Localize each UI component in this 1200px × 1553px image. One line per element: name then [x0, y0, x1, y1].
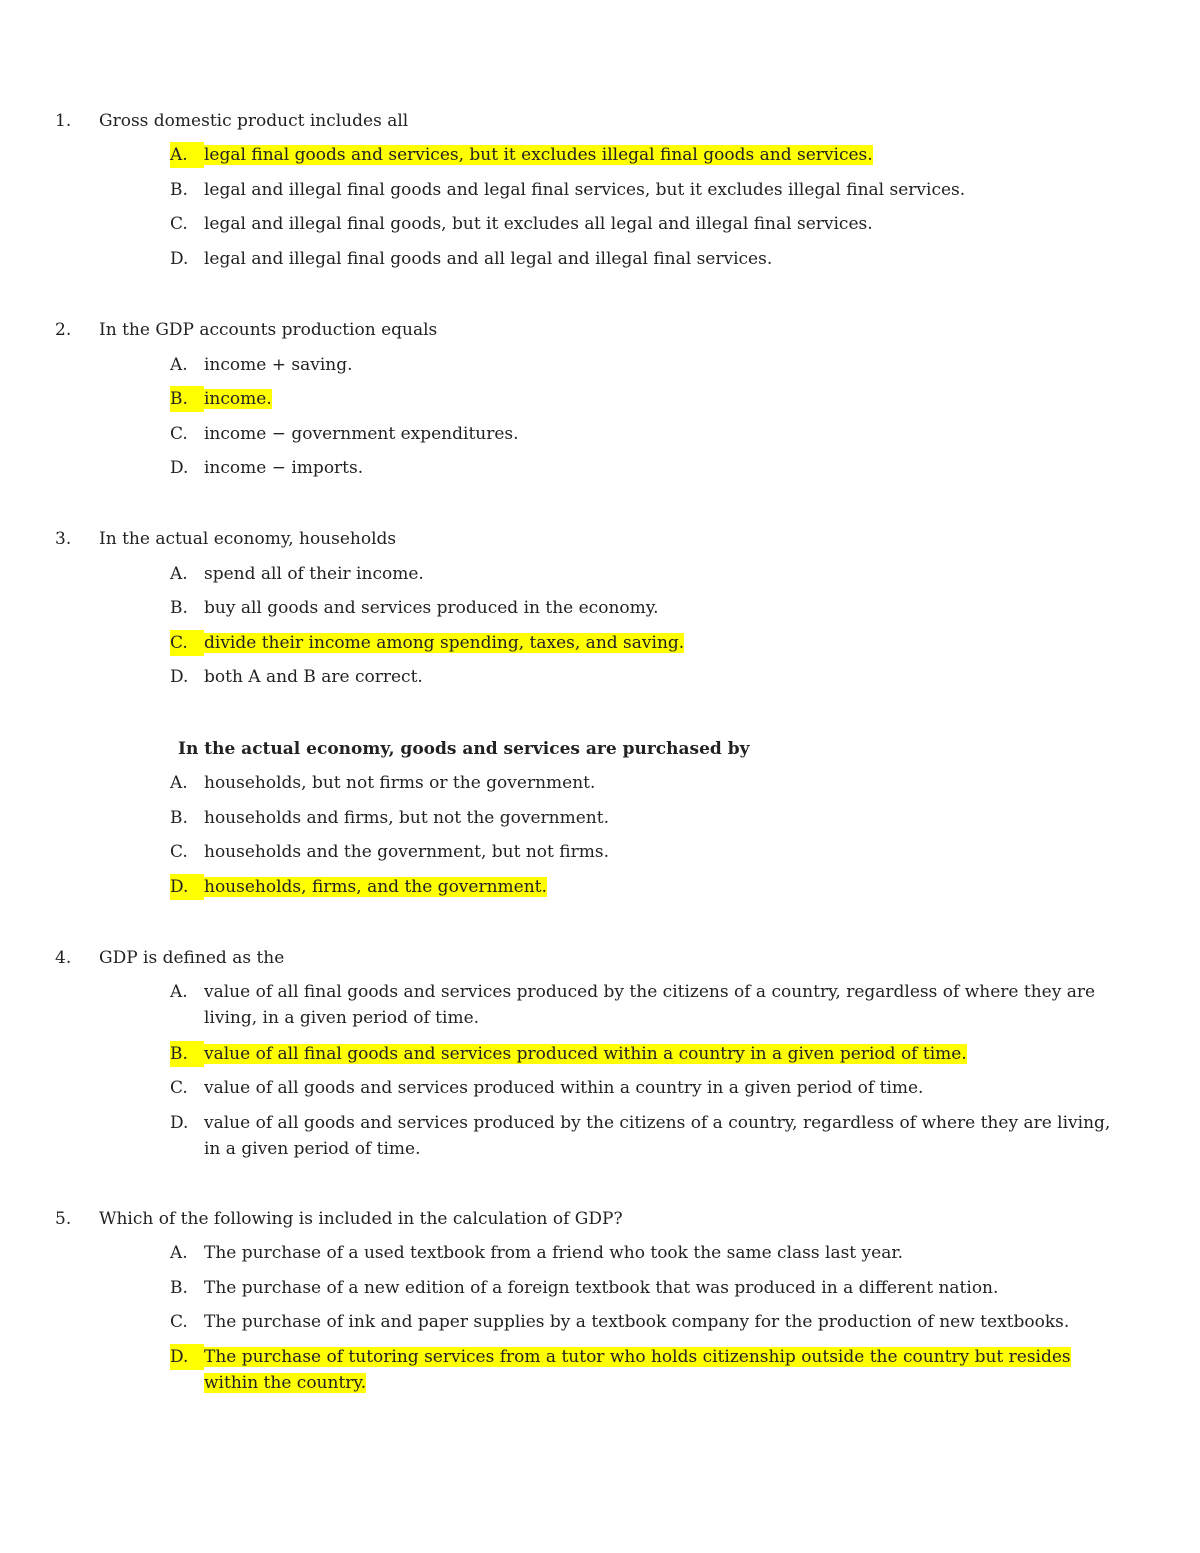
- option-letter: A.: [170, 142, 204, 168]
- q4-option-d: [170, 1110, 1130, 1162]
- q1-option-d: [170, 246, 1130, 272]
- option-text: The purchase of a new edition of a foreign textbook that was produced in a different nation.: [204, 1278, 999, 1298]
- option-letter: A.: [170, 773, 188, 793]
- question-2-number: 2.: [55, 320, 72, 340]
- q4-option-b: [170, 1041, 1130, 1067]
- option-letter: A.: [170, 355, 188, 375]
- option-letter: C.: [170, 1078, 188, 1098]
- option-text: value of all final goods and services produced within a country in a given period of time.: [204, 1044, 967, 1064]
- option-letter: C.: [170, 214, 188, 234]
- option-letter: C.: [170, 1312, 188, 1332]
- option-text: buy all goods and services produced in the economy.: [204, 598, 659, 618]
- question-2-text: In the GDP accounts production equals: [99, 320, 438, 340]
- q2-option-a: [170, 352, 1130, 378]
- option-text: legal and illegal final goods and legal final services, but it excludes illegal final services.: [204, 180, 966, 200]
- q5-option-d: [170, 1344, 1130, 1396]
- option-letter: A.: [170, 564, 188, 584]
- option-text: spend all of their income.: [204, 564, 424, 584]
- q2-option-d: [170, 455, 1130, 481]
- q3-option-c: [170, 630, 1130, 656]
- option-text: The purchase of ink and paper supplies by a textbook company for the production of new textbooks.: [204, 1312, 1070, 1332]
- option-text: income.: [204, 389, 272, 409]
- q3b-option-b: [170, 805, 1130, 831]
- option-letter: A.: [170, 982, 188, 1002]
- option-text: income − imports.: [204, 458, 364, 478]
- question-5-text: Which of the following is included in the calculation of GDP?: [99, 1209, 623, 1229]
- question-5-number: 5.: [55, 1209, 72, 1229]
- option-letter: C.: [170, 630, 204, 656]
- option-letter: B.: [170, 1278, 188, 1298]
- option-letter: D.: [170, 1344, 204, 1370]
- option-text: The purchase of a used textbook from a friend who took the same class last year.: [204, 1243, 904, 1263]
- option-text: divide their income among spending, taxes, and saving.: [204, 633, 685, 653]
- option-text: income − government expenditures.: [204, 424, 519, 444]
- option-text: legal and illegal final goods and all legal and illegal final services.: [204, 249, 773, 269]
- q3-option-a: [170, 561, 1130, 587]
- q5-option-b: [170, 1275, 1130, 1301]
- q3b-option-a: [170, 770, 1130, 796]
- option-text: income + saving.: [204, 355, 353, 375]
- option-letter: D.: [170, 249, 189, 269]
- q1-option-b: [170, 177, 1130, 203]
- option-letter: D.: [170, 874, 204, 900]
- option-letter: B.: [170, 808, 188, 828]
- option-letter: C.: [170, 424, 188, 444]
- option-text: legal and illegal final goods, but it excludes all legal and illegal final services.: [204, 214, 873, 234]
- q3-option-d: [170, 664, 1130, 690]
- q5-option-a: [170, 1240, 1130, 1266]
- q3b-option-d: [170, 874, 1130, 900]
- question-3-text: In the actual economy, households: [99, 529, 397, 549]
- q2-option-c: [170, 421, 1130, 447]
- question-1-number: 1.: [55, 111, 72, 131]
- option-letter: C.: [170, 842, 188, 862]
- q3b-option-c: [170, 839, 1130, 865]
- option-text: households and the government, but not firms.: [204, 842, 609, 862]
- q1-option-a: [170, 142, 1130, 168]
- option-letter: B.: [170, 598, 188, 618]
- option-letter: B.: [170, 386, 204, 412]
- option-letter: D.: [170, 667, 189, 687]
- option-text: households and firms, but not the government.: [204, 808, 609, 828]
- option-text: legal final goods and services, but it excludes illegal final goods and services.: [204, 145, 873, 165]
- question-4-text: GDP is defined as the: [99, 948, 285, 968]
- option-text: The purchase of tutoring services from a tutor who holds citizenship outside the country but resides within the country.: [204, 1347, 1071, 1393]
- question-3-number: 3.: [55, 529, 72, 549]
- option-text: households, but not firms or the government.: [204, 773, 596, 793]
- unnumbered-question-text: In the actual economy, goods and services are purchased by: [178, 739, 750, 759]
- option-letter: B.: [170, 1041, 204, 1067]
- q4-option-a: [170, 979, 1130, 1031]
- option-letter: A.: [170, 1243, 188, 1263]
- option-letter: D.: [170, 458, 189, 478]
- q1-option-c: [170, 211, 1130, 237]
- q5-option-c: [170, 1309, 1130, 1335]
- option-text: households, firms, and the government.: [204, 877, 547, 897]
- option-text: both A and B are correct.: [204, 667, 423, 687]
- option-text: value of all goods and services produced within a country in a given period of time.: [204, 1078, 924, 1098]
- q2-option-b: [170, 386, 1130, 412]
- option-text: value of all goods and services produced by the citizens of a country, regardless of where they are living, in a given period of time.: [204, 1113, 1111, 1159]
- option-text: value of all final goods and services produced by the citizens of a country, regardless of where they are living, in a given period of time.: [204, 982, 1096, 1028]
- question-4-number: 4.: [55, 948, 72, 968]
- q4-option-c: [170, 1075, 1130, 1101]
- option-letter: B.: [170, 180, 188, 200]
- option-letter: D.: [170, 1113, 189, 1133]
- question-1-text: Gross domestic product includes all: [99, 111, 409, 131]
- q3-option-b: [170, 595, 1130, 621]
